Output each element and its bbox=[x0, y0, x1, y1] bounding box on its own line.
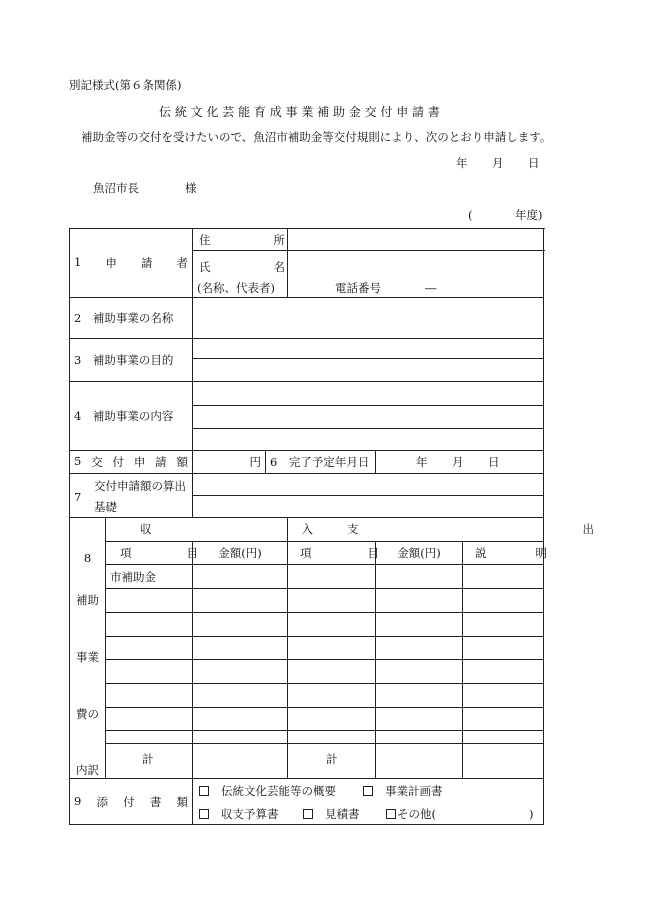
attachments-options bbox=[193, 779, 544, 825]
project-content-field-1[interactable] bbox=[193, 382, 544, 406]
attachment-option-budget[interactable]: 収支予算書 bbox=[199, 809, 279, 821]
income-amount-header: 金額(円) bbox=[193, 541, 288, 565]
checkbox-icon[interactable] bbox=[363, 786, 373, 796]
income-amount-cell[interactable] bbox=[193, 660, 288, 684]
calculation-basis-field-2[interactable] bbox=[193, 496, 544, 518]
attachments-label: 9 添 付 書 類 bbox=[70, 779, 193, 825]
project-purpose-field-2[interactable] bbox=[193, 359, 544, 382]
honorific: 様 bbox=[185, 181, 197, 195]
attachment-other-close: ) bbox=[529, 807, 534, 821]
applicant-label: 1 申 請 者 bbox=[70, 229, 193, 298]
attachment-option-estimate[interactable]: 見積書 bbox=[303, 809, 360, 821]
description-cell[interactable] bbox=[463, 565, 544, 589]
expense-item-cell[interactable] bbox=[288, 707, 376, 731]
income-item-cell[interactable] bbox=[106, 660, 193, 684]
checkbox-icon[interactable] bbox=[199, 786, 209, 796]
income-amount-cell[interactable] bbox=[193, 636, 288, 660]
description-cell[interactable] bbox=[463, 660, 544, 684]
expense-item-cell[interactable] bbox=[288, 684, 376, 708]
income-amount-cell[interactable] bbox=[193, 684, 288, 708]
income-amount-cell[interactable] bbox=[193, 612, 288, 636]
completion-label: 6 完了予定年月日 bbox=[265, 451, 375, 473]
checkbox-icon[interactable] bbox=[199, 809, 209, 819]
income-amount-cell[interactable] bbox=[193, 565, 288, 589]
income-amount-cell[interactable] bbox=[193, 707, 288, 731]
intro-text: 補助金等の交付を受けたいので、魚沼市補助金等交付規則により、次のとおり申請します。 bbox=[81, 130, 552, 144]
expense-amount-cell[interactable] bbox=[376, 731, 463, 743]
description-cell[interactable] bbox=[463, 707, 544, 731]
project-purpose-label: 3 補助事業の目的 bbox=[70, 339, 193, 382]
date-year-label: 年 bbox=[456, 156, 468, 170]
attachment-option-other[interactable]: その他( bbox=[386, 809, 436, 821]
name-label: 氏 名 (名称、代表者) bbox=[193, 251, 288, 298]
expense-amount-cell[interactable] bbox=[376, 636, 463, 660]
application-form-table bbox=[69, 228, 595, 825]
income-amount-cell[interactable] bbox=[193, 589, 288, 613]
project-name-field[interactable] bbox=[193, 298, 544, 339]
project-content-field-2[interactable] bbox=[193, 406, 544, 429]
description-cell[interactable] bbox=[463, 684, 544, 708]
expense-total-description[interactable] bbox=[463, 743, 544, 778]
expense-item-header: 項 目 bbox=[288, 541, 376, 565]
calculation-basis-label: 7 交付申請額の算出 基礎 bbox=[70, 474, 193, 518]
name-sublabel: (名称、代表者) bbox=[197, 281, 275, 295]
expense-amount-cell[interactable] bbox=[376, 707, 463, 731]
form-number: 別記様式(第６条関係) bbox=[69, 78, 182, 92]
date-month-label: 月 bbox=[492, 156, 504, 170]
project-name-label: 2 補助事業の名称 bbox=[70, 298, 193, 339]
fiscal-year-close: 年度) bbox=[515, 208, 543, 222]
fiscal-year-open: ( bbox=[468, 208, 473, 222]
expense-amount-cell[interactable] bbox=[376, 684, 463, 708]
expense-amount-cell[interactable] bbox=[376, 660, 463, 684]
description-cell[interactable] bbox=[463, 612, 544, 636]
income-item-cell[interactable] bbox=[106, 731, 193, 743]
expense-item-cell[interactable] bbox=[288, 612, 376, 636]
addressee: 魚沼市長 bbox=[93, 181, 139, 195]
expense-item-cell[interactable] bbox=[288, 589, 376, 613]
yen-unit: 円 bbox=[249, 455, 262, 469]
calculation-basis-field-1[interactable] bbox=[193, 474, 544, 496]
expense-amount-header: 金額(円) bbox=[376, 541, 463, 565]
completion-date-field[interactable]: 年 月 日 bbox=[376, 451, 544, 474]
description-header: 説 明 bbox=[463, 541, 544, 565]
expense-total-amount[interactable] bbox=[376, 743, 463, 778]
project-content-field-3[interactable] bbox=[193, 429, 544, 451]
address-field[interactable] bbox=[288, 229, 544, 251]
income-total-label: 計 bbox=[106, 743, 193, 778]
checkbox-icon[interactable] bbox=[303, 809, 313, 819]
checkbox-icon[interactable] bbox=[386, 809, 396, 819]
expense-item-cell[interactable] bbox=[288, 565, 376, 589]
income-item-cell[interactable] bbox=[106, 707, 193, 731]
description-cell[interactable] bbox=[463, 636, 544, 660]
income-item-cell[interactable] bbox=[106, 612, 193, 636]
income-item-cell[interactable] bbox=[106, 589, 193, 613]
project-purpose-field-1[interactable] bbox=[193, 339, 544, 359]
income-item-header: 項 目 bbox=[106, 541, 193, 565]
phone-dash: ― bbox=[425, 281, 437, 295]
expense-header: 支 出 bbox=[288, 518, 544, 542]
expense-amount-cell[interactable] bbox=[376, 612, 463, 636]
expense-item-cell[interactable] bbox=[288, 731, 376, 743]
expense-item-cell[interactable] bbox=[288, 636, 376, 660]
project-content-label: 4 補助事業の内容 bbox=[70, 382, 193, 451]
expense-amount-cell[interactable] bbox=[376, 589, 463, 613]
phone-label: 電話番号 bbox=[335, 281, 382, 295]
income-item-cell[interactable] bbox=[106, 684, 193, 708]
description-cell[interactable] bbox=[463, 731, 544, 743]
attachment-option-overview[interactable]: 伝統文化芸能等の概要 bbox=[199, 786, 336, 798]
income-item-cell[interactable]: 市補助金 bbox=[106, 565, 193, 589]
budget-section-label: 8 補助 事業 費の 内訳 bbox=[70, 518, 106, 779]
form-title: 伝 統 文 化 芸 能 育 成 事 業 補 助 金 交 付 申 請 書 bbox=[159, 105, 440, 119]
income-header: 収 入 bbox=[106, 518, 288, 542]
income-amount-cell[interactable] bbox=[193, 731, 288, 743]
expense-total-label: 計 bbox=[288, 743, 376, 778]
grant-amount-label: 5 交 付 申 請 額 bbox=[70, 451, 193, 474]
grant-amount-field[interactable] bbox=[193, 451, 376, 474]
description-cell[interactable] bbox=[463, 589, 544, 613]
expense-item-cell[interactable] bbox=[288, 660, 376, 684]
name-field[interactable] bbox=[288, 251, 544, 298]
expense-amount-cell[interactable] bbox=[376, 565, 463, 589]
date-day-label: 日 bbox=[528, 156, 540, 170]
income-item-cell[interactable] bbox=[106, 636, 193, 660]
address-label: 住 所 bbox=[193, 229, 288, 251]
income-total-amount[interactable] bbox=[193, 743, 288, 778]
attachment-option-plan[interactable]: 事業計画書 bbox=[363, 786, 443, 798]
